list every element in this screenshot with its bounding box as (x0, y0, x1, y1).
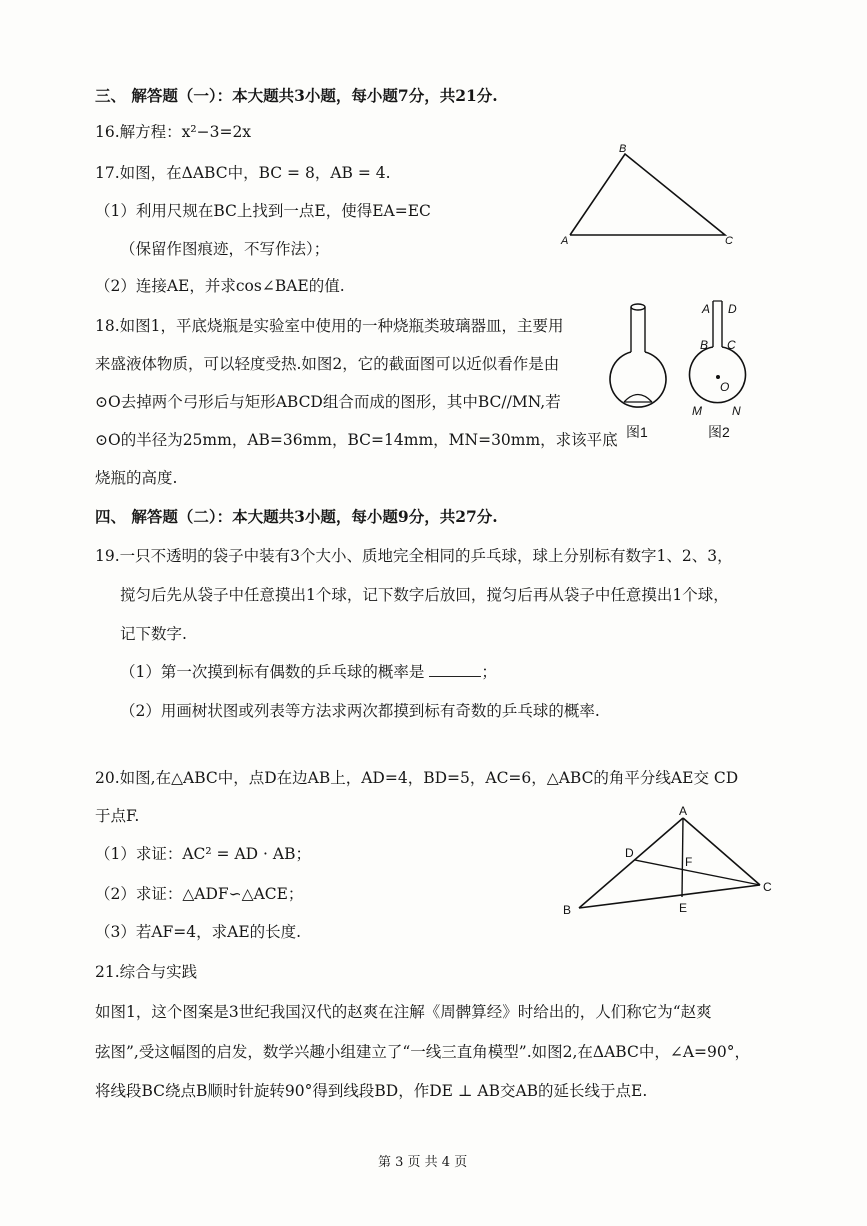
segment-ae (682, 818, 683, 897)
point-label-c: C (727, 338, 736, 352)
point-label-a: A (702, 302, 711, 316)
question-21-title: 21.综合与实践 (95, 963, 198, 981)
point-label-m: M (692, 404, 702, 418)
question-18-line-1: 18.如图1，平底烧瓶是实验室中使用的一种烧瓶类玻璃器皿，主要用 (95, 317, 564, 335)
question-20-part-2: （2）求证：△ADF∽△ACE； (95, 885, 304, 903)
point-label-a: A (679, 804, 688, 818)
point-label-o: O (720, 380, 730, 394)
question-20-line-2: 于点F. (95, 807, 140, 825)
question-18-line-4: ⊙O的半径为25mm，AB=36mm，BC=14mm，MN=30mm，求该平底 (95, 431, 618, 449)
point-label-d: D (728, 302, 737, 316)
question-18-line-2: 来盛液体物质，可以轻度受热.如图2，它的截面图可以近似看作是由 (95, 355, 560, 373)
question-19-line-1: 19.一只不透明的袋子中装有3个大小、质地完全相同的乒乓球，球上分别标有数字1、2、3， (95, 547, 733, 565)
triangle-outline (570, 154, 725, 235)
triangle-abc-figure (555, 140, 755, 250)
segment-ab (579, 818, 683, 908)
page-footer: 第 3 页 共 4 页 (378, 1155, 468, 1170)
question-18-line-5: 烧瓶的高度. (95, 469, 178, 487)
question-17-part-2: （2）连接AE，并求cos∠BAE的值. (95, 277, 345, 295)
segment-cd (635, 860, 760, 885)
question-21-line-3: 将线段BC绕点B顺时针旋转90°得到线段BD，作DE ⊥ AB交AB的延长线于点E. (95, 1082, 648, 1100)
answer-blank[interactable] (429, 662, 481, 677)
triangle-adf-figure (555, 800, 795, 925)
vertex-label-b: B (619, 143, 627, 155)
point-label-e: E (679, 901, 688, 915)
flask-figures (600, 295, 780, 445)
question-20-part-1: （1）求证：AC² = AD · AB； (95, 845, 311, 863)
segment-ac (683, 818, 760, 885)
question-21-line-1: 如图1，这个图案是3世纪我国汉代的赵爽在注解《周髀算经》时给出的，人们称它为“赵爽 (95, 1003, 712, 1021)
question-19-line-3: 记下数字. (120, 625, 187, 643)
point-label-c: C (763, 880, 772, 894)
point-label-n: N (732, 404, 741, 418)
vertex-label-a: A (561, 235, 569, 247)
question-18-line-3: ⊙O去掉两个弓形后与矩形ABCD组合而成的图形，其中BC//MN,若 (95, 393, 561, 411)
figure-1-caption: 图1 (626, 424, 648, 440)
question-19-part-1-end: ； (481, 663, 497, 681)
question-20-part-3: （3）若AF=4，求AE的长度. (95, 923, 302, 941)
flask-figure-1 (610, 304, 666, 440)
point-label-f: F (685, 855, 693, 869)
question-19-part-1-text: （1）第一次摸到标有偶数的乒乓球的概率是 (120, 663, 425, 681)
point-label-d: D (625, 846, 634, 860)
question-21-line-2: 弦图”,受这幅图的启发，数学兴趣小组建立了“一线三直角模型”.如图2,在ΔABC中，∠A=90°， (95, 1043, 750, 1061)
question-17-part-1-note: （保留作图痕迹，不写作法）； (120, 240, 330, 258)
flask-figure-2 (690, 301, 746, 440)
question-16: 16.解方程：x²−3=2x (95, 123, 252, 141)
question-17-part-1: （1）利用尺规在BC上找到一点E，使得EA=EC (95, 202, 431, 220)
section-3-heading: 三、 解答题（一）：本大题共3小题，每小题7分，共21分. (95, 86, 498, 105)
point-label-b: B (700, 338, 709, 352)
question-17-stem: 17.如图，在ΔABC中，BC = 8，AB = 4. (95, 164, 391, 182)
question-19-part-2: （2）用画树状图或列表等方法求两次都摸到标有奇数的乒乓球的概率. (120, 702, 600, 720)
section-4-heading: 四、 解答题（二）：本大题共3小题，每小题9分，共27分. (95, 507, 498, 526)
point-label-b: B (563, 903, 572, 917)
question-19-line-2: 搅匀后先从袋子中任意摸出1个球，记下数字后放回，搅匀后再从袋子中任意摸出1个球， (120, 586, 729, 604)
figure-2-caption: 图2 (708, 424, 730, 440)
segment-bc (579, 885, 760, 908)
vertex-label-c: C (725, 235, 733, 247)
question-20-line-1: 20.如图,在△ABC中，点D在边AB上，AD=4，BD=5，AC=6，△ABC的角平分线AE交 CD (95, 769, 739, 787)
question-19-part-1 (120, 662, 497, 682)
